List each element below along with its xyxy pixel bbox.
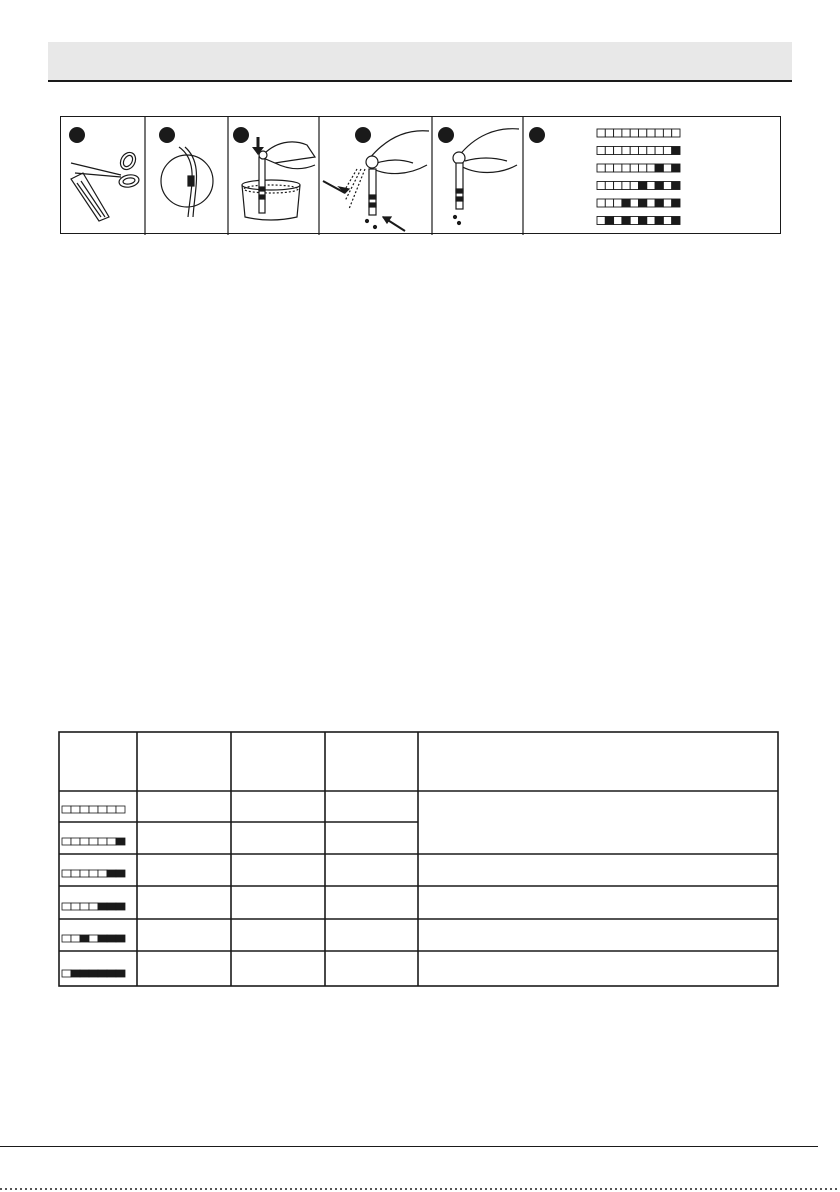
table-strip-level-0 xyxy=(62,806,125,813)
table-strip-square xyxy=(80,870,89,877)
table-strip-square xyxy=(71,935,80,942)
result-square xyxy=(639,182,647,190)
table-strip-square xyxy=(107,970,116,977)
result-square xyxy=(622,217,630,225)
scissors-icon xyxy=(71,150,140,221)
result-square xyxy=(647,129,655,137)
table-strip-square xyxy=(71,838,80,845)
table-strip-square xyxy=(107,870,116,877)
result-square xyxy=(655,147,663,155)
result-square xyxy=(663,217,671,225)
table-strip-square xyxy=(116,806,125,813)
steps-illustration xyxy=(61,117,782,235)
result-square xyxy=(597,147,605,155)
result-strip-level-3 xyxy=(597,182,680,190)
table-strip-square xyxy=(62,935,71,942)
result-square xyxy=(647,182,655,190)
result-strip-level-0 xyxy=(597,129,680,137)
table-strip-level-5 xyxy=(62,970,125,977)
result-square xyxy=(672,217,680,225)
result-square xyxy=(655,182,663,190)
table-strip-square xyxy=(62,870,71,877)
table-strip-square xyxy=(80,838,89,845)
table-strip-square xyxy=(71,806,80,813)
table-strip-square xyxy=(89,903,98,910)
shake-strip-icon xyxy=(323,131,429,231)
table-strip-square xyxy=(98,935,107,942)
step-badge-4 xyxy=(355,127,371,143)
result-square xyxy=(663,147,671,155)
table-strip-square xyxy=(107,903,116,910)
result-square xyxy=(630,217,638,225)
result-square xyxy=(622,129,630,137)
result-square xyxy=(663,164,671,172)
result-square xyxy=(597,164,605,172)
table-strip-square xyxy=(71,970,80,977)
result-square xyxy=(605,164,613,172)
table-strip-square xyxy=(89,935,98,942)
result-square xyxy=(630,199,638,207)
table-strip-square xyxy=(107,806,116,813)
hold-strip-icon xyxy=(453,129,519,225)
result-square xyxy=(605,129,613,137)
table-strip-level-3 xyxy=(62,903,125,910)
table-strip-square xyxy=(98,838,107,845)
result-square xyxy=(622,199,630,207)
table-strip-level-2 xyxy=(62,870,125,877)
result-square xyxy=(655,129,663,137)
table-strip-square xyxy=(107,935,116,942)
result-square xyxy=(630,129,638,137)
result-square xyxy=(614,164,622,172)
table-strip-square xyxy=(89,838,98,845)
result-square xyxy=(672,164,680,172)
table-strip-square xyxy=(98,970,107,977)
table-strip-square xyxy=(80,935,89,942)
result-square xyxy=(614,199,622,207)
result-square xyxy=(614,129,622,137)
result-square xyxy=(663,182,671,190)
table-strip-square xyxy=(71,903,80,910)
step-badge-1 xyxy=(69,127,85,143)
table-strip-level-1 xyxy=(62,838,125,845)
test-steps-strip xyxy=(60,116,781,234)
result-square xyxy=(630,147,638,155)
result-square xyxy=(622,147,630,155)
result-square xyxy=(605,147,613,155)
table-strip-square xyxy=(62,838,71,845)
result-square xyxy=(605,217,613,225)
result-strip-level-1 xyxy=(597,147,680,155)
table-strip-square xyxy=(89,870,98,877)
result-square xyxy=(605,199,613,207)
step-badges xyxy=(69,127,545,143)
table-strip-square xyxy=(89,806,98,813)
header-band xyxy=(48,42,792,82)
result-square xyxy=(622,182,630,190)
table-strip-square xyxy=(98,870,107,877)
result-square xyxy=(655,199,663,207)
result-square xyxy=(630,164,638,172)
result-square xyxy=(672,129,680,137)
result-strip-level-5 xyxy=(597,217,680,225)
result-square xyxy=(655,217,663,225)
table-strip-square xyxy=(116,970,125,977)
hardness-table-grid xyxy=(58,731,779,987)
result-square xyxy=(639,129,647,137)
result-square xyxy=(655,164,663,172)
result-square xyxy=(647,217,655,225)
table-strip-square xyxy=(62,806,71,813)
result-square xyxy=(597,182,605,190)
result-square xyxy=(647,164,655,172)
table-strip-square xyxy=(62,970,71,977)
result-square xyxy=(614,182,622,190)
result-square xyxy=(597,199,605,207)
result-square xyxy=(639,217,647,225)
table-strip-square xyxy=(80,970,89,977)
color-result-chart-icon xyxy=(597,129,680,225)
hardness-table xyxy=(58,731,779,987)
table-strip-square xyxy=(116,903,125,910)
result-strip-level-4 xyxy=(597,199,680,207)
table-strip-square xyxy=(107,838,116,845)
bottom-dotted-edge xyxy=(0,1188,840,1190)
step-badge-2 xyxy=(159,127,175,143)
table-strip-square xyxy=(62,903,71,910)
table-strip-square xyxy=(116,838,125,845)
result-square xyxy=(605,182,613,190)
table-strip-square xyxy=(98,806,107,813)
table-strip-square xyxy=(89,970,98,977)
step-badge-6 xyxy=(529,127,545,143)
result-square xyxy=(622,164,630,172)
table-strip-square xyxy=(116,870,125,877)
table-strip-square xyxy=(116,935,125,942)
table-strip-square xyxy=(71,870,80,877)
result-square xyxy=(639,199,647,207)
step-badge-5 xyxy=(438,127,454,143)
table-strip-square xyxy=(80,806,89,813)
table-strip-level-4 xyxy=(62,935,125,942)
result-square xyxy=(639,147,647,155)
result-square xyxy=(614,217,622,225)
result-square xyxy=(647,147,655,155)
result-square xyxy=(639,164,647,172)
table-borders xyxy=(59,732,778,986)
result-square xyxy=(672,182,680,190)
panel-dividers xyxy=(145,117,523,235)
result-square xyxy=(597,217,605,225)
result-square xyxy=(663,199,671,207)
result-square xyxy=(630,182,638,190)
result-square xyxy=(672,147,680,155)
table-strip-square xyxy=(98,903,107,910)
result-square xyxy=(597,129,605,137)
result-strip-level-2 xyxy=(597,164,680,172)
table-strip-square xyxy=(80,903,89,910)
result-square xyxy=(647,199,655,207)
footer-rule xyxy=(0,1146,818,1147)
step-badge-3 xyxy=(233,127,249,143)
result-square xyxy=(614,147,622,155)
dip-in-water-icon xyxy=(242,137,315,220)
result-square xyxy=(663,129,671,137)
test-strip-icon xyxy=(161,147,213,217)
result-square xyxy=(672,199,680,207)
